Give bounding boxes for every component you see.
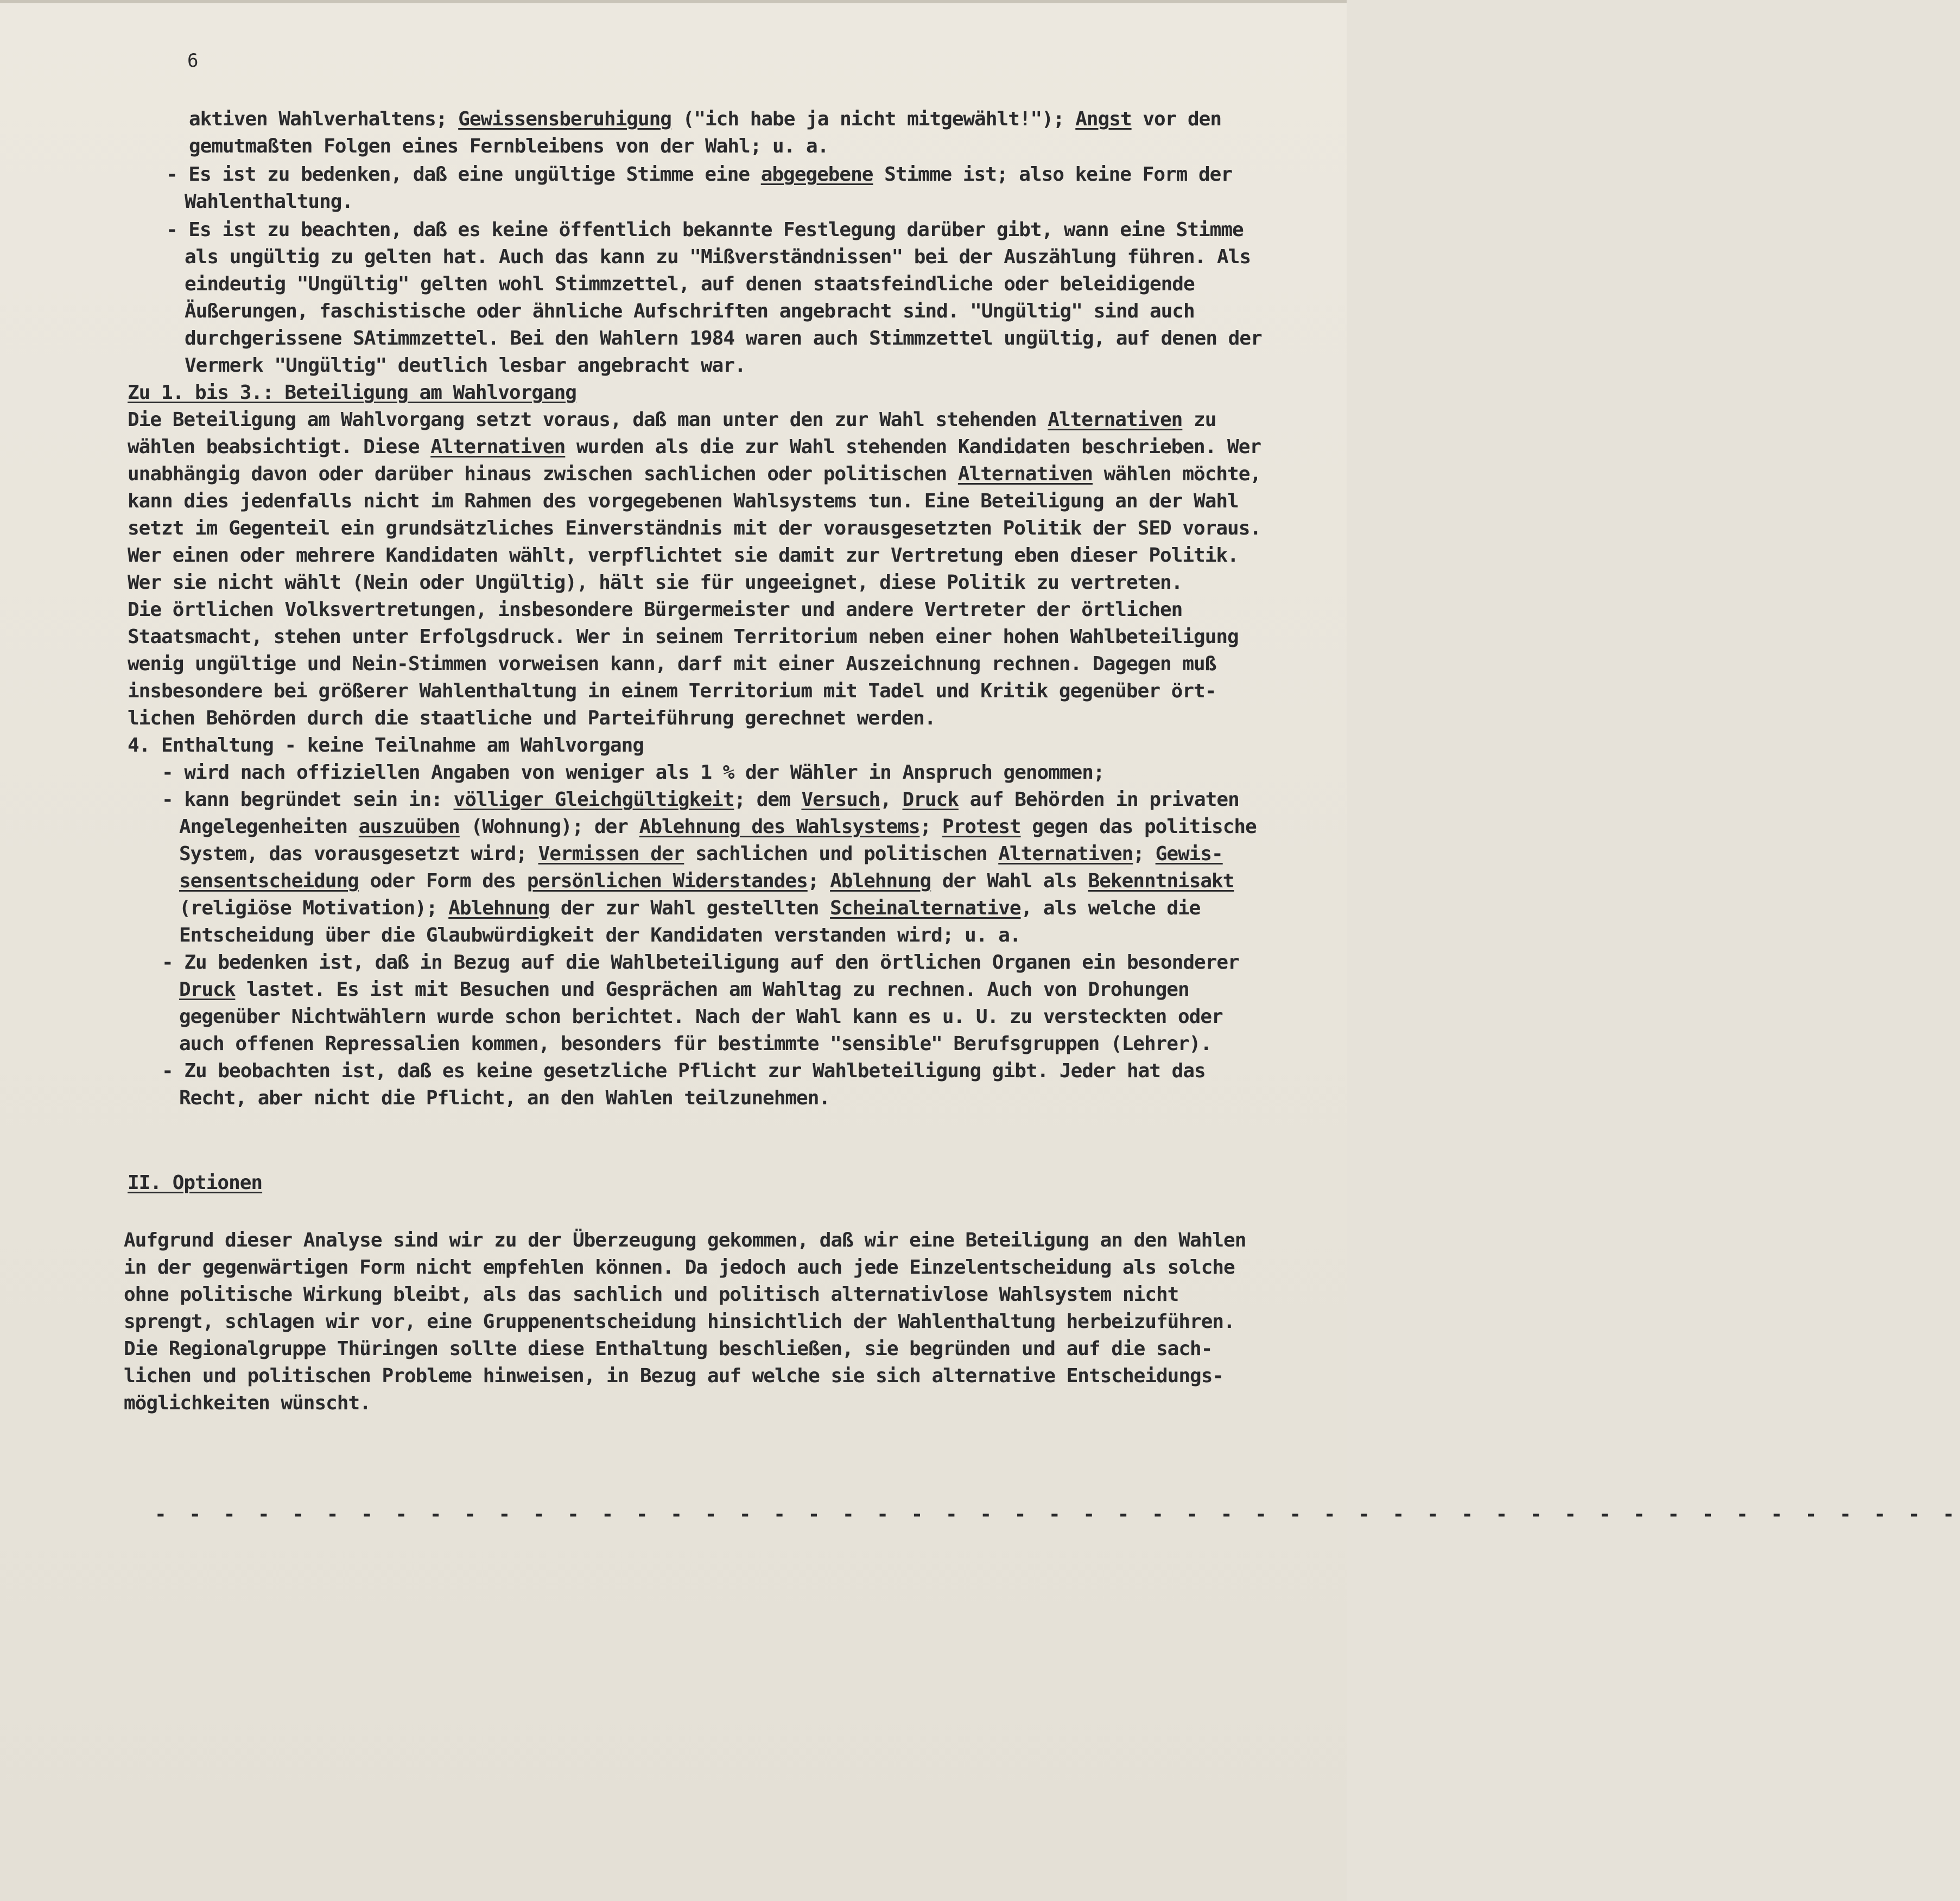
text-line: als ungültig zu gelten hat. Auch das kann zu "Mißverständnissen" bei der Auszählung führen. Als [185,246,1251,268]
text-line: Entscheidung über die Glaubwürdigkeit der Kandidaten verstanden wird; u. a. [179,924,1021,946]
text-line: Vermerk "Ungültig" deutlich lesbar angebracht war. [185,354,746,377]
text-line: Wahlenthaltung. [185,190,353,213]
text-line: möglichkeiten wünscht. [124,1392,371,1414]
text-line: - kann begründet sein in: völliger Gleichgültigkeit; dem Versuch, Druck auf Behörden in privaten [162,789,1239,811]
text-line: - wird nach offiziellen Angaben von weniger als 1 % der Wähler in Anspruch genommen; [162,761,1105,784]
text-line: Zu 1. bis 3.: Beteiligung am Wahlvorgang [128,382,576,404]
text-line: ohne politische Wirkung bleibt, als das sachlich und politisch alternativlose Wahlsystem nicht [124,1283,1179,1306]
text-line: Staatsmacht, stehen unter Erfolgsdruck. Wer in seinem Territorium neben einer hohen Wahlbeteiligung [128,626,1239,648]
page-top-edge [0,0,1347,3]
text-line: unabhängig davon oder darüber hinaus zwischen sachlichen oder politischen Alternativen wählen möchte, [128,463,1261,485]
text-line: Die Beteiligung am Wahlvorgang setzt voraus, daß man unter den zur Wahl stehenden Alternativen zu [128,409,1216,431]
text-line: Wer sie nicht wählt (Nein oder Ungültig), hält sie für ungeeignet, diese Politik zu vertreten. [128,571,1183,594]
text-line: in der gegenwärtigen Form nicht empfehlen können. Da jedoch auch jede Einzelentscheidung als solche [124,1256,1235,1279]
text-line: - Es ist zu bedenken, daß eine ungültige Stimme eine abgegebene Stimme ist; also keine Form der [166,163,1233,186]
text-line: 4. Enthaltung - keine Teilnahme am Wahlvorgang [128,734,644,756]
text-line: eindeutig "Ungültig" gelten wohl Stimmzettel, auf denen staatsfeindliche oder beleidigende [185,273,1195,295]
text-line: System, das vorausgesetzt wird; Vermissen der sachlichen und politischen Alternativen; Gewis- [179,843,1223,865]
text-line: sprengt, schlagen wir vor, eine Gruppenentscheidung hinsichtlich der Wahlenthaltung herbeizuführen. [124,1311,1235,1333]
text-line: aktiven Wahlverhaltens; Gewissensberuhigung ("ich habe ja nicht mitgewählt!"); Angst vor den [189,108,1222,130]
text-line: II. Optionen [128,1172,263,1194]
text-line: setzt im Gegenteil ein grundsätzliches Einverständnis mit der vorausgesetzten Politik der SED voraus. [128,517,1261,539]
text-line: Aufgrund dieser Analyse sind wir zu der Überzeugung gekommen, daß wir eine Beteiligung an den Wahlen [124,1229,1246,1251]
text-line: gemutmaßten Folgen eines Fernbleibens von der Wahl; u. a. [189,135,829,157]
text-line: - Zu bedenken ist, daß in Bezug auf die Wahlbeteiligung auf den örtlichen Organen ein besonderer [162,951,1239,974]
text-line: insbesondere bei größerer Wahlenthaltung in einem Territorium mit Tadel und Kritik gegenüber ört- [128,680,1216,702]
page-number: 6 [187,50,199,72]
text-line: Druck lastet. Es ist mit Besuchen und Gesprächen am Wahltag zu rechnen. Auch von Drohungen [179,978,1189,1001]
text-line: - Es ist zu beachten, daß es keine öffentlich bekannte Festlegung darüber gibt, wann eine Stimme [166,219,1244,241]
text-line: Wer einen oder mehrere Kandidaten wählt, verpflichtet sie damit zur Vertretung eben dieser Politik. [128,544,1239,567]
text-line: (religiöse Motivation); Ablehnung der zur Wahl gestellten Scheinalternative, als welche die [179,897,1201,919]
text-line: Recht, aber nicht die Pflicht, an den Wahlen teilzunehmen. [179,1087,830,1109]
text-line: Die Regionalgruppe Thüringen sollte diese Enthaltung beschließen, sie begründen und auf die sach- [124,1338,1213,1360]
text-line: wählen beabsichtigt. Diese Alternativen wurden als die zur Wahl stehenden Kandidaten beschrieben. Wer [128,436,1261,458]
text-line: Angelegenheiten auszuüben (Wohnung); der Ablehnung des Wahlsystems; Protest gegen das politische [179,816,1257,838]
text-line: - Zu beobachten ist, daß es keine gesetzliche Pflicht zur Wahlbeteiligung gibt. Jeder hat das [162,1060,1206,1082]
text-line: wenig ungültige und Nein-Stimmen vorweisen kann, darf mit einer Auszeichnung rechnen. Dagegen muß [128,653,1216,675]
text-line: durchgerissene SAtimmzettel. Bei den Wahlern 1984 waren auch Stimmzettel ungültig, auf denen der [185,327,1262,349]
text-line: lichen Behörden durch die staatliche und Parteiführung gerechnet werden. [128,707,936,729]
separator-line: - - - - - - - - - - - - - - - - - - - - - - - - - - - - - - - - - - - - - - - - - - - - - - - - - - - - - [155,1503,1960,1525]
text-line: lichen und politischen Probleme hinweisen, in Bezug auf welche sie sich alternative Entscheidungs- [124,1365,1224,1387]
text-line: gegenüber Nichtwählern wurde schon berichtet. Nach der Wahl kann es u. U. zu versteckten oder [179,1006,1223,1028]
text-line: Äußerungen, faschistische oder ähnliche Aufschriften angebracht sind. "Ungültig" sind auch [185,300,1195,322]
text-line: Die örtlichen Volksvertretungen, insbesondere Bürgermeister und andere Vertreter der örtlichen [128,599,1183,621]
text-line: sensentscheidung oder Form des persönlichen Widerstandes; Ablehnung der Wahl als Bekenntnisakt [179,870,1234,892]
text-line: auch offenen Repressalien kommen, besonders für bestimmte "sensible" Berufsgruppen (Lehrer). [179,1033,1211,1055]
text-line: kann dies jedenfalls nicht im Rahmen des vorgegebenen Wahlsystems tun. Eine Beteiligung an der Wahl [128,490,1239,512]
